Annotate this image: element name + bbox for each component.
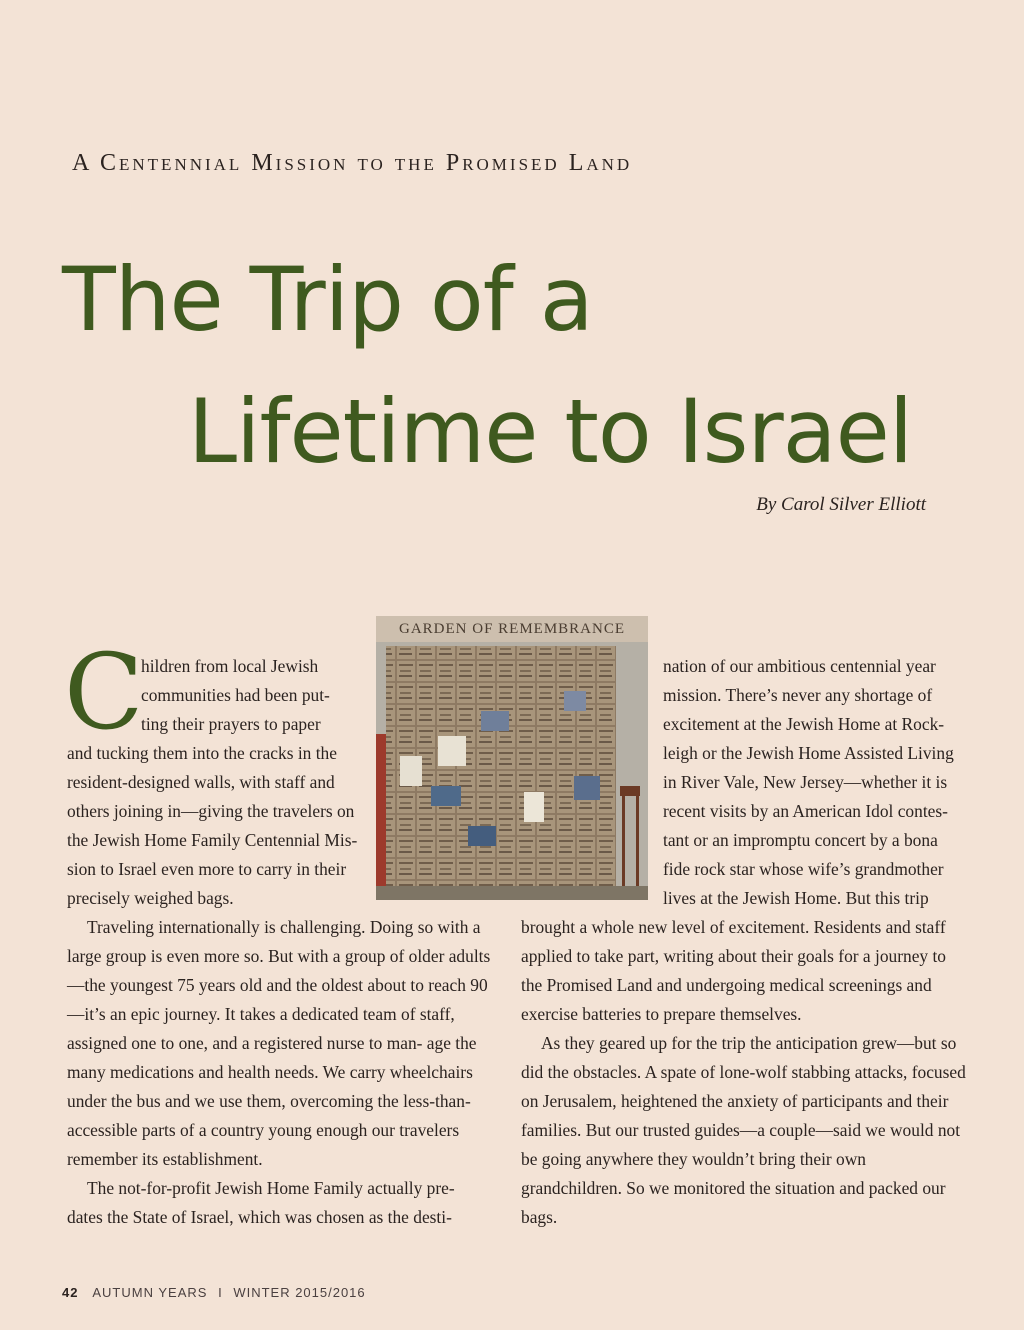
section-kicker: A Centennial Mission to the Promised Land — [72, 150, 633, 176]
article-line: fide rock star whose wife’s grandmother — [663, 859, 944, 879]
article-paragraph: As they geared up for the trip the anticipation grew—but so did the obstacles. A spate of lone-wolf stabbing attacks, focused on Jerusalem, heightened the anxiety of participants and their families. But our trusted guides—a couple—said we would not be going anywhere they wouldn’t bring their own grandchildren. So we monitored the situation and packed our bags. — [521, 1033, 966, 1227]
publication-name: AUTUMN YEARS — [92, 1285, 208, 1300]
page-number: 42 — [62, 1285, 79, 1300]
article-line: tant or an impromptu concert by a bona — [663, 830, 938, 850]
page-footer — [62, 1285, 366, 1300]
garden-of-remembrance-photo — [376, 616, 648, 900]
article-line: sion to Israel even more to carry in their — [67, 859, 347, 879]
article-column-intro — [67, 652, 367, 913]
article-line: recent visits by an American Idol contes- — [663, 801, 948, 821]
article-paragraph: The not-for-profit Jewish Home Family actually pre- dates the State of Israel, which was chosen as the desti- — [67, 1178, 455, 1227]
footer-separator: I — [218, 1285, 223, 1300]
article-paragraph: Traveling internationally is challenging. Doing so with a large group is even more so. But with a group of older adults—the youngest 75 years old and the oldest about to reach 90—it’s an epic journey. It takes a dedicated team of staff, assigned one to one, and a registered nurse to man- age the many medications and health needs. We carry wheelchairs under the bus and we use them, overcoming the less-than-accessible parts of a country young enough our travelers remember its establishment. — [67, 917, 491, 1169]
memorial-wall-image — [376, 616, 648, 900]
drop-cap: C — [64, 631, 144, 753]
article-column-right-top — [663, 652, 973, 913]
article-line: lives at the Jewish Home. But this trip — [663, 888, 929, 908]
article-line: precisely weighed bags. — [67, 888, 234, 908]
article-line: others joining in—giving the travelers on — [67, 801, 355, 821]
article-line: hildren from local Jewish — [141, 656, 319, 676]
article-line: communities had been put- — [141, 685, 330, 705]
article-line: the Jewish Home Family Centennial Mis- — [67, 830, 358, 850]
article-line: nation of our ambitious centennial year — [663, 656, 936, 676]
headline-line-2: Lifetime to Israel — [188, 380, 913, 483]
article-paragraph: brought a whole new level of excitement. Residents and staff applied to take part, writing about their goals for a journey to the Promised Land and undergoing medical screenings and exercise batteries to prepare themselves. — [521, 917, 946, 1024]
article-column-left-bottom — [67, 913, 492, 1232]
byline: By Carol Silver Elliott — [756, 494, 926, 515]
article-line: leigh or the Jewish Home Assisted Living — [663, 743, 954, 763]
article-line: mission. There’s never any shortage of — [663, 685, 933, 705]
article-line: excitement at the Jewish Home at Rock- — [663, 714, 945, 734]
issue-date: WINTER 2015/2016 — [233, 1285, 366, 1300]
photo-sign: GARDEN OF REMEMBRANCE — [376, 616, 648, 642]
headline-line-1: The Trip of a — [62, 248, 593, 351]
article-line: resident-designed walls, with staff and — [67, 772, 335, 792]
article-line: in River Vale, New Jersey—whether it is — [663, 772, 948, 792]
article-line: ting their prayers to paper — [141, 714, 321, 734]
article-line: and tucking them into the cracks in the — [67, 743, 337, 763]
article-column-right-bottom — [521, 913, 971, 1232]
